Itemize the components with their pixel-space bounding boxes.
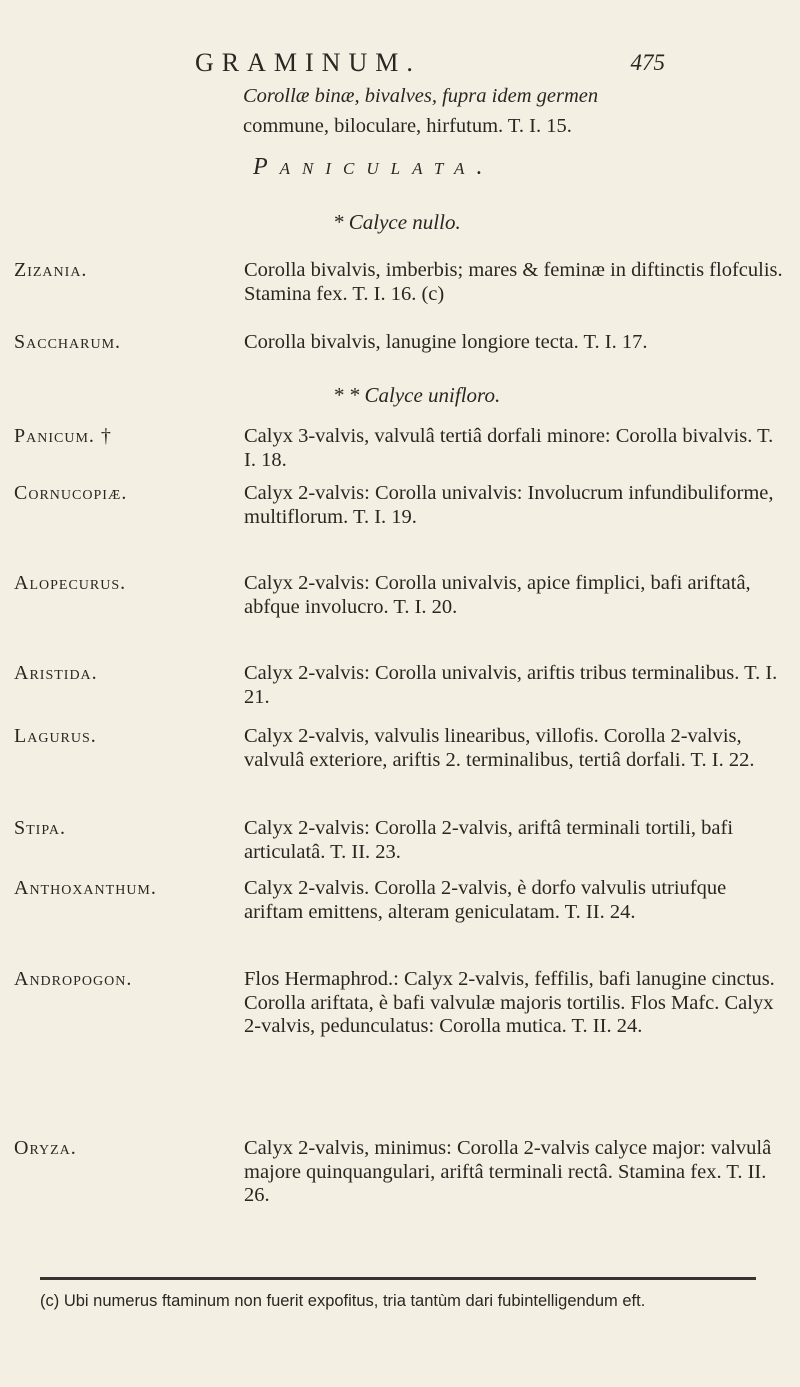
- entry-lagurus: Calyx 2-valvis, valvulis linearibus, villofis. Corolla 2-valvis, valvulâ exteriore, ariftis 2. terminalibus, tertiâ dorfali. T. I. 22.: [244, 725, 755, 771]
- entry-oryza: Calyx 2-valvis, minimus: Corolla 2-valvis calyce major: valvulâ majore quinquangulari, ariftâ terminali rectâ. Stamina fex. T. II. 26.: [244, 1137, 772, 1206]
- entry-saccharum: Corolla bivalvis, lanugine longiore tecta. T. I. 17.: [244, 331, 648, 353]
- entry-stipa: Calyx 2-valvis: Corolla 2-valvis, ariftâ terminali tortili, bafi articulatâ. T. II. 23.: [244, 817, 734, 863]
- genus-andropogon: Andropogon.: [14, 968, 133, 990]
- entry-alopecurus: Calyx 2-valvis: Corolla univalvis, apice fimplici, bafi ariftatâ, abfque involucro. T. I. 20.: [244, 572, 751, 618]
- genus-panicum: Panicum. †: [14, 425, 112, 447]
- genus-stipa: Stipa.: [14, 817, 66, 839]
- intro-line-2: commune, biloculare, hirfutum. T. I. 15.: [243, 115, 572, 137]
- entry-anthoxanthum: Calyx 2-valvis. Corolla 2-valvis, è dorfo valvulis utriufque ariftam emittens, alteram geniculatam. T. II. 24.: [244, 877, 727, 923]
- genus-cornucopiae: Cornucopiæ.: [14, 482, 128, 504]
- entry-andropogon: Flos Hermaphrod.: Calyx 2-valvis, feffilis, bafi lanugine cinctus. Corolla ariftata, è bafi valvulæ majoris tortilis. Flos Mafc. Calyx 2-valvis, pedunculatus: Corolla mutica. T. II. 24.: [244, 968, 775, 1037]
- genus-aristida: Aristida.: [14, 662, 98, 684]
- running-title: GRAMINUM.: [195, 48, 421, 77]
- genus-saccharum: Saccharum.: [14, 331, 122, 353]
- subheading-calyce-unifloro: * * Calyce unifloro.: [333, 383, 501, 407]
- genus-alopecurus: Alopecurus.: [14, 572, 127, 594]
- footnote-rule: [40, 1277, 756, 1280]
- intro-line-1: Corollæ binæ, bivalves, fupra idem germen: [243, 85, 599, 107]
- entry-cornucopiae: Calyx 2-valvis: Corolla univalvis: Involucrum infundibuliforme, multiflorum. T. I. 19.: [244, 482, 774, 528]
- section-title: Paniculata.: [253, 154, 495, 180]
- page-number: 475: [630, 50, 665, 75]
- genus-oryza: Oryza.: [14, 1137, 77, 1159]
- entry-panicum: Calyx 3-valvis, valvulâ tertiâ dorfali minore: Corolla bivalvis. T. I. 18.: [244, 425, 774, 471]
- footnote: (c) Ubi numerus ftaminum non fuerit expofitus, tria tantùm dari fubintelligendum eft.: [40, 1292, 646, 1310]
- entry-aristida: Calyx 2-valvis: Corolla univalvis, ariftis tribus terminalibus. T. I. 21.: [244, 662, 778, 708]
- genus-lagurus: Lagurus.: [14, 725, 97, 747]
- genus-zizania: Zizania.: [14, 259, 88, 281]
- page-header: [195, 48, 665, 84]
- genus-anthoxanthum: Anthoxanthum.: [14, 877, 157, 899]
- entry-zizania: Corolla bivalvis, imberbis; mares & feminæ in diftinctis flofculis. Stamina fex. T. I. 16. (c): [244, 259, 783, 305]
- subheading-calyce-nullo: * Calyce nullo.: [333, 210, 461, 234]
